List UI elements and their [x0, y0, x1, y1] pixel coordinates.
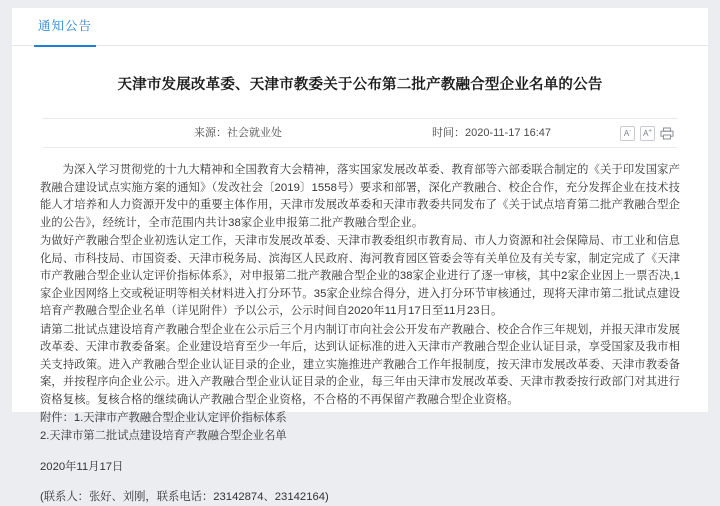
tab-notice-announcement[interactable]: 通知公告 [34, 8, 96, 47]
print-icon[interactable] [660, 127, 674, 140]
meta-bar [42, 118, 678, 148]
page-title: 天津市发展改革委、天津市教委关于公布第二批产教融合型企业名单的公告 [40, 74, 680, 96]
paragraph-1: 为深入学习贯彻党的十九大精神和全国教育大会精神，落实国家发展改革委、教育部等六部委联合制定的《关于印发国家产教融合建设试点实施方案的通知》（发改社会〔2019〕1558号）要求和部署，深化产教融合、校企合作，充分发挥企业在技术技能人才培养和人力资源开发中的重要主体作用，天津市发展改革委和天津市教委共同发布了《关于试点培育第二批产教融合型企业的公告》，经统计，全市范围内共计38家企业申报第二批产教融合型企业。 [40, 162, 680, 232]
attachment-item-1[interactable]: 附件：1.天津市产教融合型企业认定评价指标体系 [40, 410, 680, 428]
attachment-item-2[interactable]: 2.天津市第二批试点建设培育产教融合型企业名单 [40, 428, 680, 446]
meta-tools [620, 119, 674, 147]
announcement-card [12, 8, 708, 412]
paragraph-2: 为做好产教融合型企业初选认定工作，天津市发展改革委、天津市教委组织市教育局、市人力资源和社会保障局、市工业和信息化局、市科技局、市国资委、天津市税务局、滨海区人民政府、海河教育园区管委会等有关单位及有关专家，制定完成了《天津市产教融合型企业认定评价指标体系》，对申报第二批产教融合型企业的38家企业进行了逐一审核，其中2家企业因上一票否决,1家企业因网络上交或税证明等相关材料进入打分环节。35家企业综合得分，进入打分环节审核通过，现将天津市第二批试点建设培育产教融合型企业名单（详见附件）予以公示，公示时间自2020年11月17日至11月23日。 [40, 233, 680, 321]
contact-line: (联系人：张好、刘刚，联系电话：23142874、23142164) [40, 489, 680, 506]
source-label: 来源：社会就业处 [194, 119, 282, 147]
body-text [40, 162, 680, 409]
font-decrease-sup: - [629, 128, 631, 134]
paragraph-3: 请第二批试点建设培育产教融合型企业在公示后三个月内制订市向社会公开发布产教融合、校企合作三年规划，并报天津市发展改革委、天津市教委备案。企业建设培育至少一年后，达到认证标准的进入天津市产教融合型企业认证目录，享受国家及我市相关支持政策。进入产教融合型企业认证目录的企业，建立实施推进产教融合工作年报制度，按天津市发展改革委、天津市教委备案，并按程序向企业公示。进入产教融合型企业认证目录的企业，每三年由天津市发展改革委、天津市教委按行政部门对其进行资格复核。复核合格的继续确认产教融合型企业资格，不合格的不再保留产教融合型企业资格。 [40, 322, 680, 410]
font-increase-button[interactable] [640, 126, 655, 141]
time-label: 时间：2020-11-17 16:47 [432, 119, 551, 147]
font-decrease-button[interactable] [620, 126, 635, 141]
document-date: 2020年11月17日 [40, 459, 680, 477]
tab-bar [12, 8, 708, 46]
font-increase-sup: + [648, 128, 652, 134]
font-decrease-label: A [624, 129, 629, 138]
document-content [12, 74, 708, 506]
font-increase-label: A [643, 129, 648, 138]
print-icon-svg [660, 127, 674, 140]
attachments-block [40, 410, 680, 445]
